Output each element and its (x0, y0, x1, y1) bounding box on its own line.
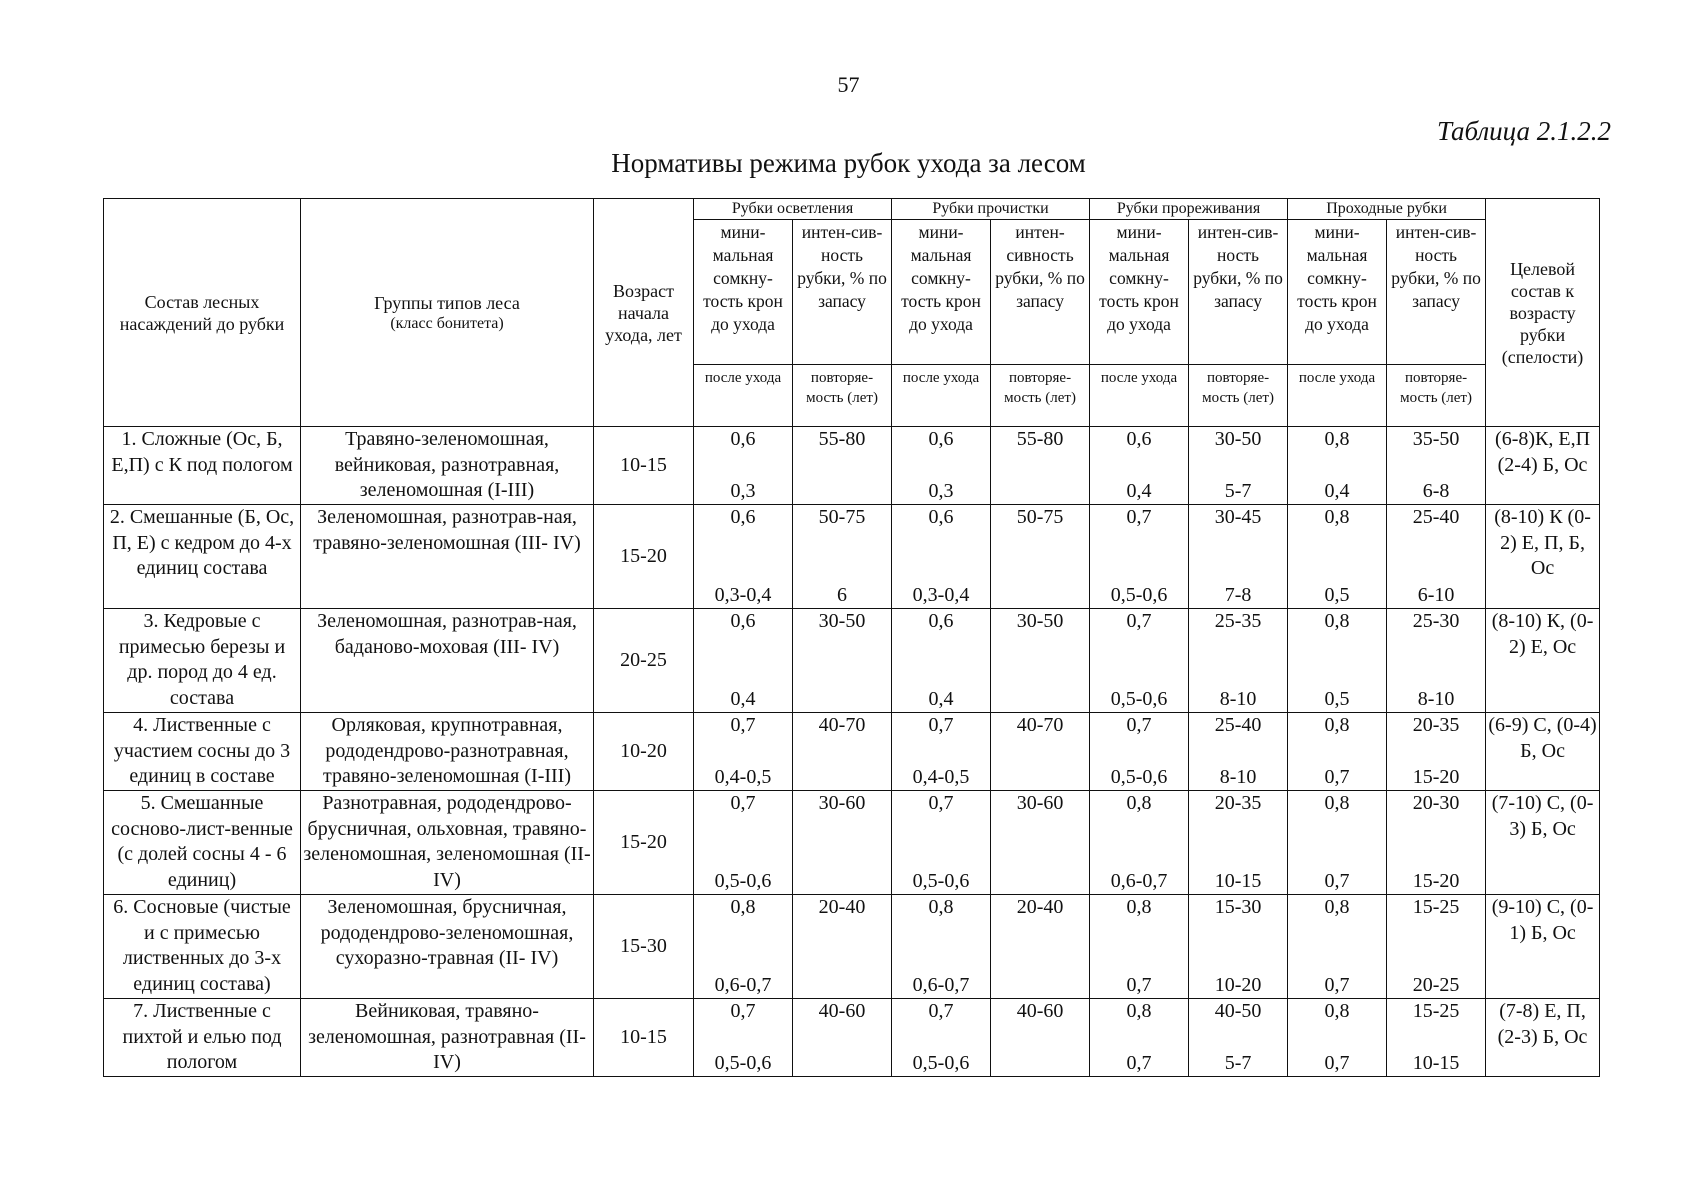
cell-value (892, 999, 991, 1077)
value-before: 0,6 (1126, 428, 1152, 450)
cell-composition: 4. Лиственные с участием сосны до 3 единиц в составе (104, 713, 301, 791)
header-after: после ухода (892, 365, 991, 427)
cell-target: (6-8)К, Е,П (2-4) Б, Ос (1486, 427, 1600, 505)
header-density: мини-мальная сомкну-тость крон до ухода (1090, 220, 1189, 365)
value-before: 0,8 (1126, 792, 1152, 814)
header-repeat: повторяе-мость (лет) (1387, 365, 1486, 427)
cell-value (694, 999, 793, 1077)
value-before: 0,8 (730, 896, 756, 918)
cell-value (1387, 505, 1486, 609)
cell-composition: 1. Сложные (Ос, Б, Е,П) с К под пологом (104, 427, 301, 505)
value-after: 0,5 (1324, 687, 1350, 710)
value-before: 0,7 (928, 792, 954, 814)
value-after: 0,3 (730, 479, 756, 502)
table-label: Таблица 2.1.2.2 (1436, 116, 1611, 146)
cell-value (1288, 713, 1387, 791)
cell-value (1189, 505, 1288, 609)
cell-value (892, 609, 991, 713)
cell-value (1189, 713, 1288, 791)
value-after: 0,5-0,6 (1110, 687, 1168, 710)
value-after: 8-10 (1417, 687, 1455, 710)
value-before: 0,6 (928, 610, 954, 632)
cell-target: (8-10) К, (0-2) Е, Ос (1486, 609, 1600, 713)
cell-value (991, 791, 1090, 895)
header-density: мини-мальная сомкну-тость крон до ухода (892, 220, 991, 365)
cell-value (1090, 427, 1189, 505)
header-after: после ухода (694, 365, 793, 427)
cell-value (1090, 505, 1189, 609)
value-after: 0,5-0,6 (1110, 765, 1168, 788)
cell-value (1288, 895, 1387, 999)
cell-value (793, 505, 892, 609)
table-row (104, 505, 1600, 609)
value-before: 40-60 (818, 1000, 866, 1022)
value-before: 35-50 (1412, 428, 1460, 450)
value-after: 20-25 (1412, 973, 1460, 996)
cell-value (1090, 895, 1189, 999)
value-before: 55-80 (818, 428, 866, 450)
cell-target: (8-10) К (0-2) Е, П, Б, Ос (1486, 505, 1600, 609)
cell-composition: 5. Смешанные сосново-лист-венные (с долей сосны 4 - 6 единиц) (104, 791, 301, 895)
cell-value (1189, 609, 1288, 713)
cell-value (694, 713, 793, 791)
cell-value (991, 609, 1090, 713)
cell-value (1189, 999, 1288, 1077)
value-after: 0,5-0,6 (912, 1051, 970, 1074)
cell-value (991, 999, 1090, 1077)
cell-age: 15-30 (594, 895, 694, 999)
value-after: 0,6-0,7 (714, 973, 772, 996)
value-before: 25-30 (1412, 610, 1460, 632)
header-group-clearing: Рубки осветления (694, 199, 892, 220)
value-before: 20-35 (1412, 714, 1460, 736)
value-after: 0,4-0,5 (912, 765, 970, 788)
value-after: 0,7 (1126, 973, 1152, 996)
header-composition: Состав лесных насаждений до рубки (104, 199, 301, 427)
value-before: 0,7 (928, 1000, 954, 1022)
value-before: 0,7 (928, 714, 954, 736)
cell-value (1387, 609, 1486, 713)
value-after: 15-20 (1412, 765, 1460, 788)
value-before: 0,8 (1324, 896, 1350, 918)
norms-table (103, 198, 1600, 1077)
value-after: 0,7 (1324, 765, 1350, 788)
value-after: 6-10 (1417, 583, 1455, 606)
value-before: 40-60 (1016, 1000, 1064, 1022)
cell-value (793, 895, 892, 999)
table-row (104, 713, 1600, 791)
table-row (104, 609, 1600, 713)
value-before: 0,8 (928, 896, 954, 918)
value-before: 40-50 (1214, 1000, 1262, 1022)
page-number: 57 (837, 72, 860, 97)
value-before: 30-45 (1214, 506, 1262, 528)
value-after: 15-20 (1412, 869, 1460, 892)
value-after: 0,5 (1324, 583, 1350, 606)
cell-value (793, 999, 892, 1077)
cell-value (793, 791, 892, 895)
value-after: 0,5-0,6 (1110, 583, 1168, 606)
value-before: 50-75 (1016, 506, 1064, 528)
value-before: 0,8 (1324, 792, 1350, 814)
cell-value (892, 895, 991, 999)
cell-value (793, 609, 892, 713)
value-before: 15-25 (1412, 896, 1460, 918)
cell-composition: 2. Смешанные (Б, Ос, П, Е) с кедром до 4-х единиц состава (104, 505, 301, 609)
value-after: 0,3-0,4 (714, 583, 772, 606)
value-before: 0,7 (730, 792, 756, 814)
table-row (104, 999, 1600, 1077)
value-after: 0,5-0,6 (714, 869, 772, 892)
value-after: 0,6-0,7 (1110, 869, 1168, 892)
header-target: Целевой состав к возрасту рубки (спелости) (1486, 199, 1600, 427)
header-after: после ухода (1288, 365, 1387, 427)
value-after: 6 (837, 583, 847, 606)
cell-value (1288, 791, 1387, 895)
cell-value (892, 791, 991, 895)
value-before: 30-50 (1016, 610, 1064, 632)
cell-value (1189, 791, 1288, 895)
cell-value (1090, 713, 1189, 791)
value-before: 0,8 (1324, 428, 1350, 450)
cell-value (1387, 791, 1486, 895)
value-before: 20-40 (1016, 896, 1064, 918)
cell-value (892, 427, 991, 505)
value-before: 0,8 (1324, 1000, 1350, 1022)
value-after: 0,7 (1324, 973, 1350, 996)
value-after: 0,7 (1126, 1051, 1152, 1074)
value-before: 55-80 (1016, 428, 1064, 450)
value-after: 0,3 (928, 479, 954, 502)
cell-value (694, 895, 793, 999)
value-before: 0,7 (1126, 610, 1152, 632)
value-after: 6-8 (1422, 479, 1450, 502)
cell-value (694, 427, 793, 505)
value-before: 0,8 (1324, 714, 1350, 736)
header-intensity: интен-сив-ность рубки, % по запасу (1189, 220, 1288, 365)
value-before: 20-30 (1412, 792, 1460, 814)
header-intensity: интен-сивность рубки, % по запасу (991, 220, 1090, 365)
cell-value (1387, 427, 1486, 505)
value-after: 0,5-0,6 (714, 1051, 772, 1074)
header-repeat: повторяе-мость (лет) (991, 365, 1090, 427)
value-after: 0,3-0,4 (912, 583, 970, 606)
value-after: 7-8 (1224, 583, 1252, 606)
value-before: 30-50 (1214, 428, 1262, 450)
value-before: 20-35 (1214, 792, 1262, 814)
value-after: 0,4 (1126, 479, 1152, 502)
cell-value (1090, 999, 1189, 1077)
cell-target: (7-8) Е, П, (2-3) Б, Ос (1486, 999, 1600, 1077)
table-row (104, 791, 1600, 895)
value-before: 20-40 (818, 896, 866, 918)
value-before: 0,7 (1126, 506, 1152, 528)
value-after: 0,4 (1324, 479, 1350, 502)
cell-forest-group: Орляковая, крупнотравная, рододендрово-разнотравная, травяно-зеленомошная (I-III) (301, 713, 594, 791)
cell-value (1189, 427, 1288, 505)
value-before: 0,6 (928, 506, 954, 528)
value-before: 25-35 (1214, 610, 1262, 632)
table-row (104, 895, 1600, 999)
cell-value (991, 713, 1090, 791)
value-after: 0,4 (730, 687, 756, 710)
cell-value (694, 609, 793, 713)
value-before: 40-70 (818, 714, 866, 736)
cell-value (694, 791, 793, 895)
cell-age: 10-20 (594, 713, 694, 791)
value-before: 0,7 (730, 1000, 756, 1022)
header-age: Возраст начала ухода, лет (594, 199, 694, 427)
header-group-passage: Проходные рубки (1288, 199, 1486, 220)
cell-value (793, 713, 892, 791)
value-after: 8-10 (1219, 765, 1257, 788)
header-forest-group-note: (класс бонитета) (390, 315, 504, 332)
value-after: 0,7 (1324, 1051, 1350, 1074)
cell-value (1387, 999, 1486, 1077)
header-density: мини-мальная сомкну-тость крон до ухода (1288, 220, 1387, 365)
header-group-cleaning: Рубки прочистки (892, 199, 1090, 220)
header-forest-group-text: Группы типов леса (374, 293, 520, 313)
value-before: 0,8 (1126, 896, 1152, 918)
cell-forest-group: Зеленомошная, разнотрав-ная, травяно-зеленомошная (III- IV) (301, 505, 594, 609)
cell-forest-group: Зеленомошная, разнотрав-ная, баданово-моховая (III- IV) (301, 609, 594, 713)
cell-value (1090, 609, 1189, 713)
value-after: 0,4 (928, 687, 954, 710)
value-after: 0,4-0,5 (714, 765, 772, 788)
header-after: после ухода (1090, 365, 1189, 427)
value-before: 0,8 (1324, 506, 1350, 528)
value-after: 0,5-0,6 (912, 869, 970, 892)
value-before: 0,6 (730, 506, 756, 528)
value-before: 30-50 (818, 610, 866, 632)
value-before: 30-60 (1016, 792, 1064, 814)
cell-age: 15-20 (594, 505, 694, 609)
value-before: 40-70 (1016, 714, 1064, 736)
value-before: 0,6 (730, 610, 756, 632)
cell-value (991, 505, 1090, 609)
value-before: 0,6 (928, 428, 954, 450)
table-row (104, 427, 1600, 505)
header-intensity: интен-сив-ность рубки, % по запасу (793, 220, 892, 365)
value-before: 30-60 (818, 792, 866, 814)
value-after: 10-15 (1412, 1051, 1460, 1074)
cell-value (1189, 895, 1288, 999)
cell-target: (7-10) С, (0-3) Б, Ос (1486, 791, 1600, 895)
header-group-thinning: Рубки прореживания (1090, 199, 1288, 220)
value-before: 25-40 (1412, 506, 1460, 528)
value-after: 8-10 (1219, 687, 1257, 710)
cell-value (1288, 427, 1387, 505)
cell-forest-group: Зеленомошная, брусничная, рододендрово-зеленомошная, сухоразно-травная (II- IV) (301, 895, 594, 999)
cell-forest-group: Разнотравная, рододендрово-брусничная, ольховная, травяно-зеленомошная, зеленомошная (II- IV) (301, 791, 594, 895)
value-before: 0,6 (730, 428, 756, 450)
header-density: мини-мальная сомкну-тость крон до ухода (694, 220, 793, 365)
value-after: 10-15 (1214, 869, 1262, 892)
cell-target: (6-9) С, (0-4) Б, Ос (1486, 713, 1600, 791)
value-after: 0,6-0,7 (912, 973, 970, 996)
cell-composition: 7. Лиственные с пихтой и елью под пологом (104, 999, 301, 1077)
value-after: 5-7 (1224, 1051, 1252, 1074)
cell-value (892, 505, 991, 609)
header-intensity: интен-сив-ность рубки, % по запасу (1387, 220, 1486, 365)
cell-value (1090, 791, 1189, 895)
cell-value (793, 427, 892, 505)
value-before: 0,7 (730, 714, 756, 736)
cell-target: (9-10) С, (0-1) Б, Ос (1486, 895, 1600, 999)
cell-composition: 3. Кедровые с примесью березы и др. пород до 4 ед. состава (104, 609, 301, 713)
header-repeat: повторяе-мость (лет) (793, 365, 892, 427)
value-after: 10-20 (1214, 973, 1262, 996)
cell-value (991, 427, 1090, 505)
document-title: Нормативы режима рубок ухода за лесом (611, 148, 1086, 178)
table-body (104, 427, 1600, 1077)
value-before: 0,7 (1126, 714, 1152, 736)
cell-value (1387, 713, 1486, 791)
value-after: 5-7 (1224, 479, 1252, 502)
header-forest-group (301, 199, 594, 427)
cell-forest-group: Травяно-зеленомошная, вейниковая, разнотравная, зеленомошная (I-III) (301, 427, 594, 505)
cell-value (991, 895, 1090, 999)
cell-value (1288, 609, 1387, 713)
value-before: 0,8 (1126, 1000, 1152, 1022)
cell-value (1288, 999, 1387, 1077)
cell-composition: 6. Сосновые (чистые и с примесью лиственных до 3-х единиц состава) (104, 895, 301, 999)
cell-forest-group: Вейниковая, травяно-зеленомошная, разнотравная (II- IV) (301, 999, 594, 1077)
header-repeat: повторяе-мость (лет) (1189, 365, 1288, 427)
cell-value (1288, 505, 1387, 609)
cell-age: 15-20 (594, 791, 694, 895)
value-before: 0,8 (1324, 610, 1350, 632)
cell-age: 10-15 (594, 999, 694, 1077)
cell-value (1387, 895, 1486, 999)
cell-value (694, 505, 793, 609)
value-before: 15-30 (1214, 896, 1262, 918)
value-before: 15-25 (1412, 1000, 1460, 1022)
value-before: 50-75 (818, 506, 866, 528)
cell-value (892, 713, 991, 791)
cell-age: 10-15 (594, 427, 694, 505)
value-after: 0,7 (1324, 869, 1350, 892)
cell-age: 20-25 (594, 609, 694, 713)
value-before: 25-40 (1214, 714, 1262, 736)
